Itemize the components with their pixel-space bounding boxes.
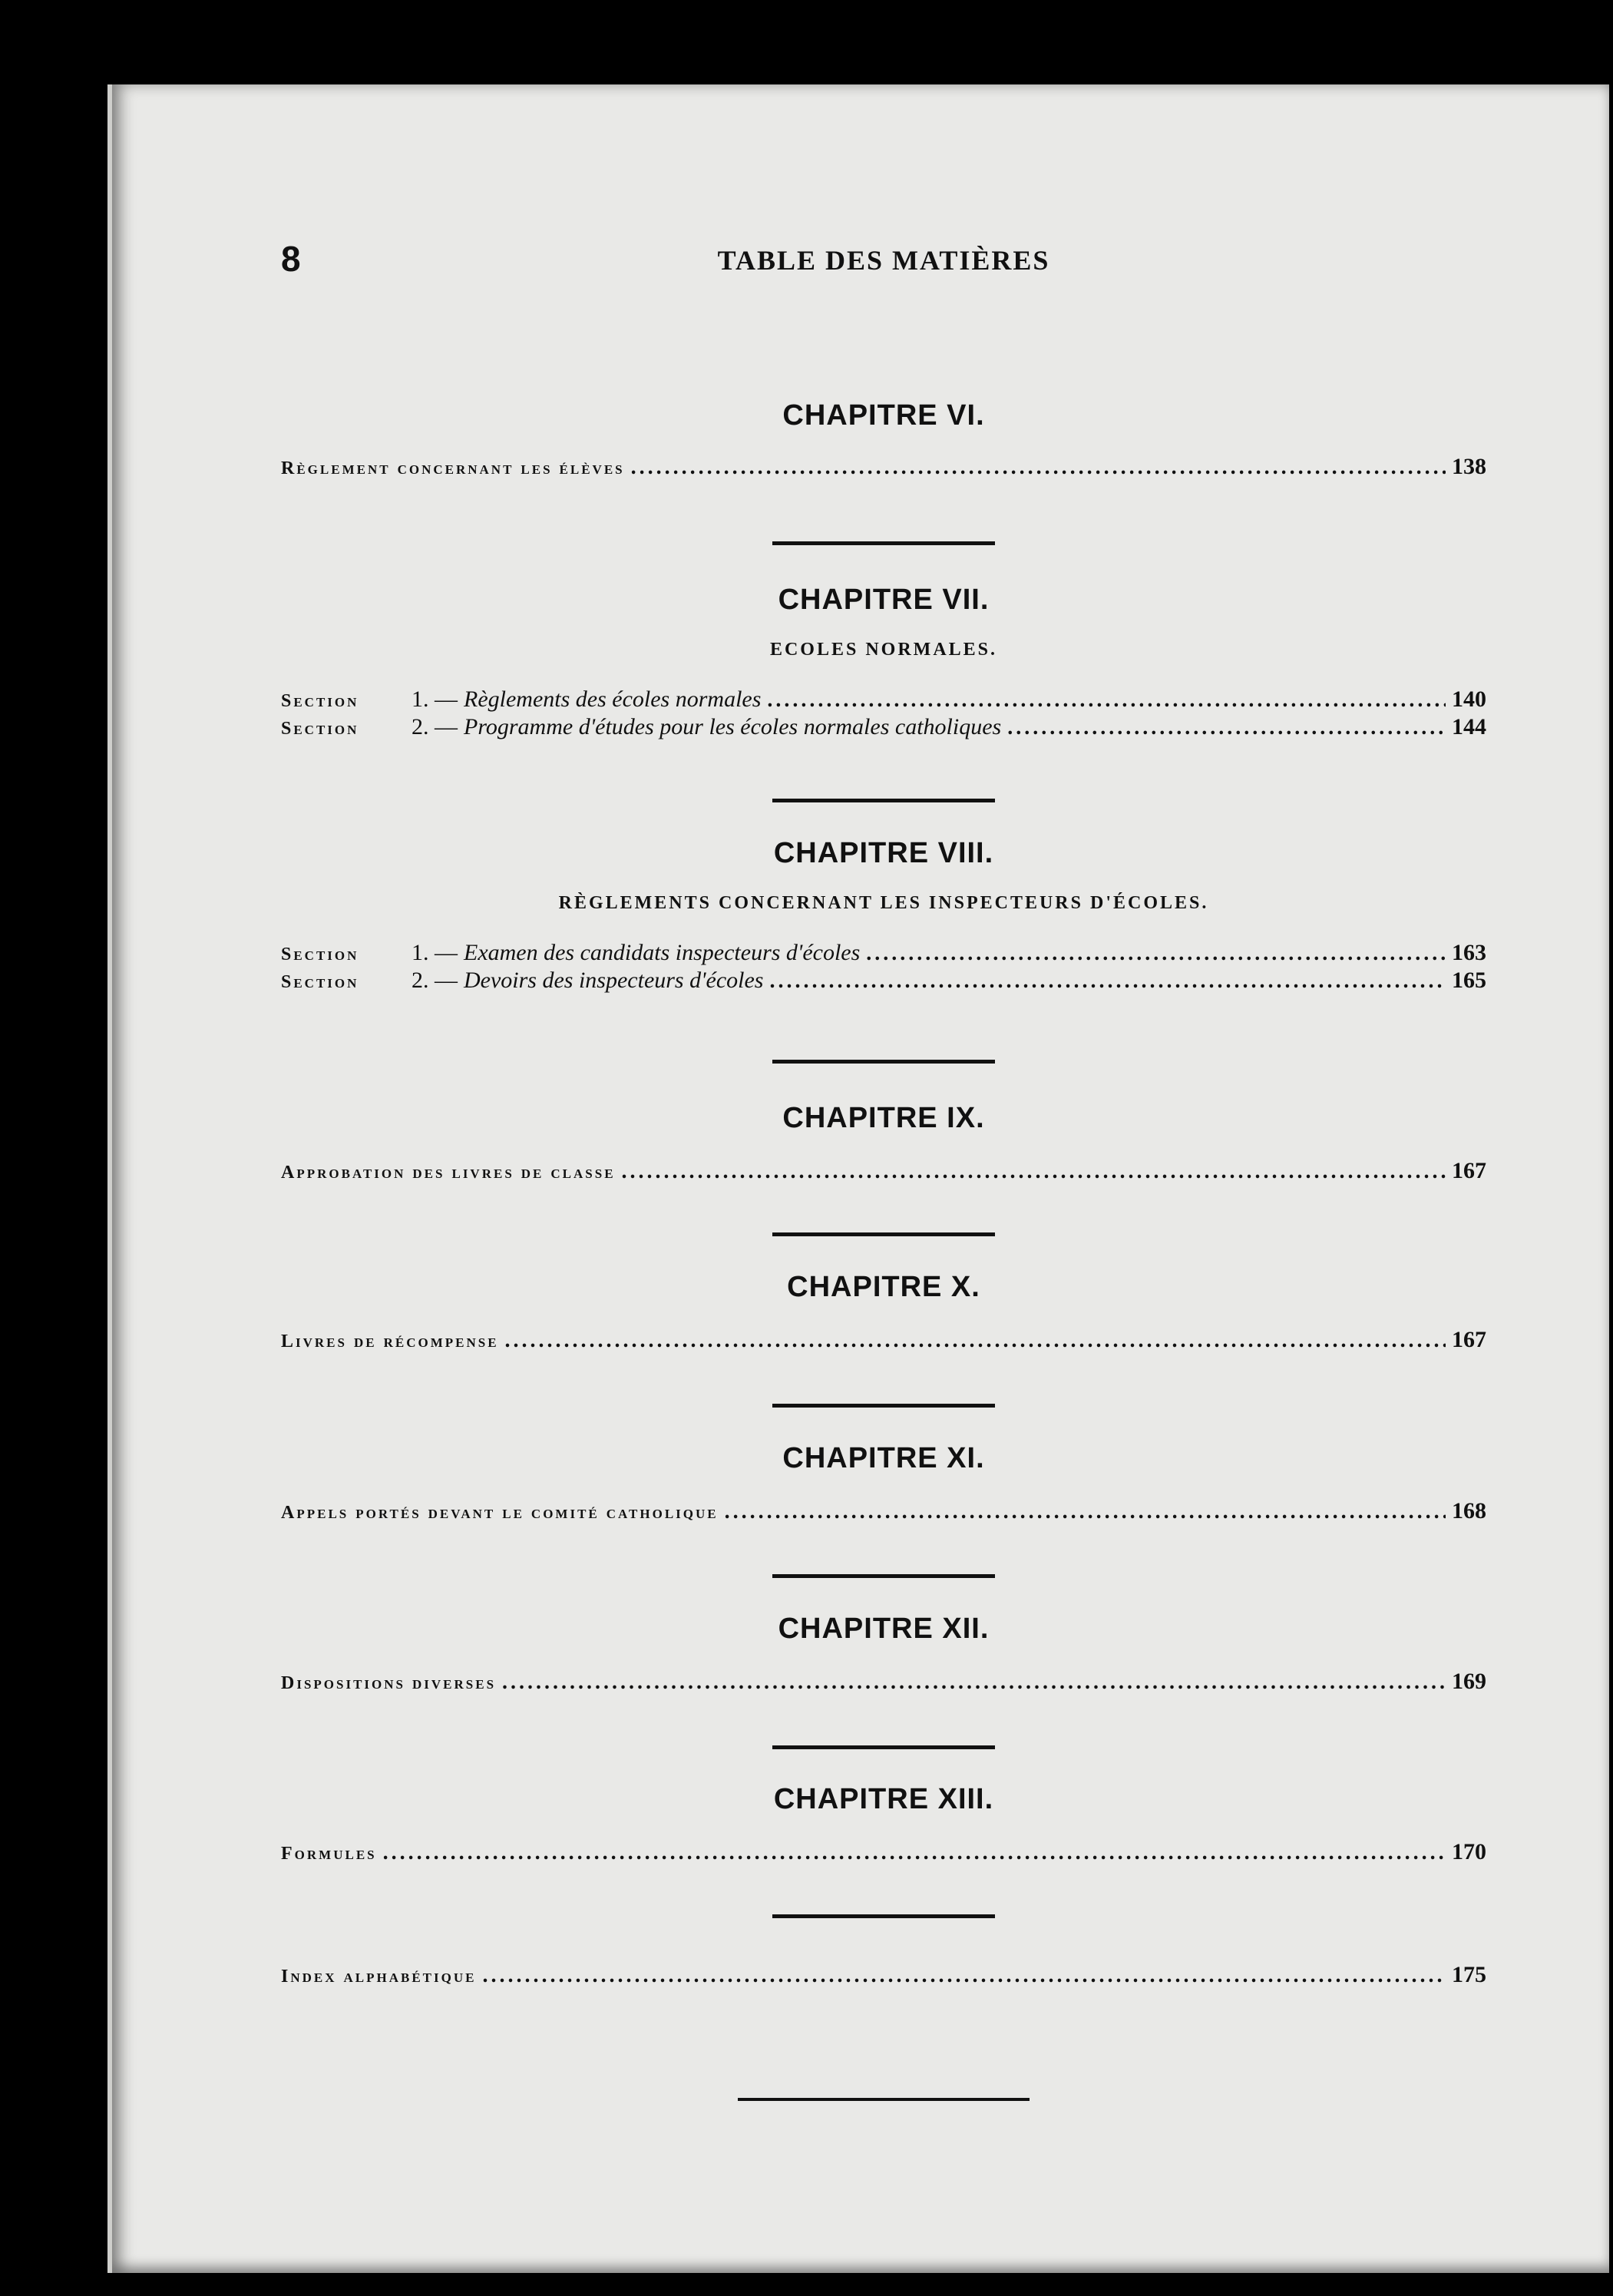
chapter-divider — [281, 799, 1486, 802]
index-section — [281, 1962, 1486, 1988]
dot-leader — [482, 1964, 1446, 1988]
entry-label: Dispositions diverses — [281, 1673, 497, 1693]
toc-entry[interactable] — [281, 1839, 1486, 1865]
chapter-title: CHAPITRE XI. — [782, 1442, 985, 1474]
toc-entry[interactable] — [281, 714, 1486, 740]
chapter-title: CHAPITRE IX. — [782, 1102, 985, 1134]
dot-leader — [866, 941, 1446, 966]
entry-page: 175 — [1452, 1962, 1486, 1987]
chapter-ix — [281, 1102, 1486, 1184]
section-title: Examen des candidats inspecteurs d'écoles — [464, 940, 861, 965]
toc-entry[interactable] — [281, 686, 1486, 713]
entry-label: Appels portés devant le comité catholique — [281, 1503, 719, 1523]
section-label: Section — [281, 972, 359, 992]
entry-label: Index alphabétique — [281, 1967, 477, 1987]
chapter-divider — [281, 1060, 1486, 1064]
toc-entry[interactable] — [281, 1498, 1486, 1524]
chapter-xii — [281, 1613, 1486, 1695]
entry-page: 168 — [1452, 1498, 1486, 1523]
chapter-xi — [281, 1442, 1486, 1524]
chapter-divider — [281, 1404, 1486, 1408]
chapter-title: CHAPITRE VII. — [778, 584, 990, 616]
chapter-viii — [281, 837, 1486, 994]
dot-leader — [1007, 716, 1446, 740]
toc-entry[interactable] — [281, 968, 1486, 994]
entry-page: 169 — [1452, 1669, 1486, 1694]
entry-page: 167 — [1452, 1158, 1486, 1183]
dot-leader — [502, 1670, 1446, 1695]
page-title: TABLE DES MATIÈRES — [717, 245, 1050, 276]
dot-leader — [383, 1841, 1446, 1865]
chapter-subtitle: ECOLES NORMALES. — [769, 640, 998, 660]
chapter-divider — [281, 1574, 1486, 1578]
table-of-contents — [281, 238, 1486, 1987]
page-number: 8 — [281, 239, 301, 279]
dot-leader — [769, 969, 1446, 994]
entry-label: Formules — [281, 1844, 377, 1864]
toc-entry[interactable] — [281, 940, 1486, 966]
chapter-divider — [281, 1914, 1486, 1918]
chapter-vii — [281, 584, 1486, 740]
chapter-title: CHAPITRE X. — [787, 1271, 980, 1303]
dot-leader — [631, 455, 1446, 480]
entry-page: 144 — [1452, 714, 1486, 739]
toc-entry[interactable] — [281, 1158, 1486, 1184]
section-number: 2. — — [412, 714, 458, 739]
dot-leader — [505, 1328, 1446, 1353]
chapter-divider — [281, 1745, 1486, 1749]
section-number: 2. — — [412, 968, 458, 993]
section-label: Section — [281, 691, 359, 711]
chapter-divider — [281, 1232, 1486, 1236]
chapter-vi — [281, 399, 1486, 480]
toc-entry[interactable] — [281, 1669, 1486, 1695]
toc-entry[interactable] — [281, 1962, 1486, 1988]
entry-page: 138 — [1452, 454, 1486, 479]
document-page — [107, 84, 1609, 2273]
chapter-title: CHAPITRE XIII. — [773, 1783, 994, 1815]
chapter-x — [281, 1271, 1486, 1353]
chapter-subtitle: RÈGLEMENTS CONCERNANT LES INSPECTEURS D'ÉCOLES. — [558, 893, 1209, 913]
entry-label: Approbation des livres de classe — [281, 1163, 616, 1183]
entry-label: Livres de récompense — [281, 1332, 499, 1351]
entry-page: 163 — [1452, 940, 1486, 965]
dot-leader — [767, 688, 1446, 713]
toc-entry[interactable] — [281, 454, 1486, 480]
toc-entry[interactable] — [281, 1327, 1486, 1353]
chapter-title: CHAPITRE VIII. — [773, 837, 994, 869]
chapter-title: CHAPITRE VI. — [782, 399, 985, 432]
chapter-title: CHAPITRE XII. — [778, 1613, 990, 1645]
entry-page: 165 — [1452, 968, 1486, 993]
dot-leader — [725, 1500, 1446, 1524]
section-label: Section — [281, 945, 359, 964]
chapter-divider — [281, 541, 1486, 545]
section-number: 1. — — [412, 940, 458, 965]
page-header — [281, 238, 1486, 284]
dot-leader — [622, 1160, 1446, 1184]
chapter-xiii — [281, 1783, 1486, 1865]
section-label: Section — [281, 719, 359, 739]
section-title: Règlements des écoles normales — [464, 686, 762, 712]
entry-page: 170 — [1452, 1839, 1486, 1864]
entry-page: 167 — [1452, 1327, 1486, 1352]
section-title: Devoirs des inspecteurs d'écoles — [464, 968, 764, 993]
entry-label: Règlement concernant les élèves — [281, 458, 625, 478]
section-title: Programme d'études pour les écoles normales catholiques — [464, 714, 1002, 739]
closing-rule — [281, 2098, 1486, 2101]
section-number: 1. — — [412, 686, 458, 712]
entry-page: 140 — [1452, 686, 1486, 712]
